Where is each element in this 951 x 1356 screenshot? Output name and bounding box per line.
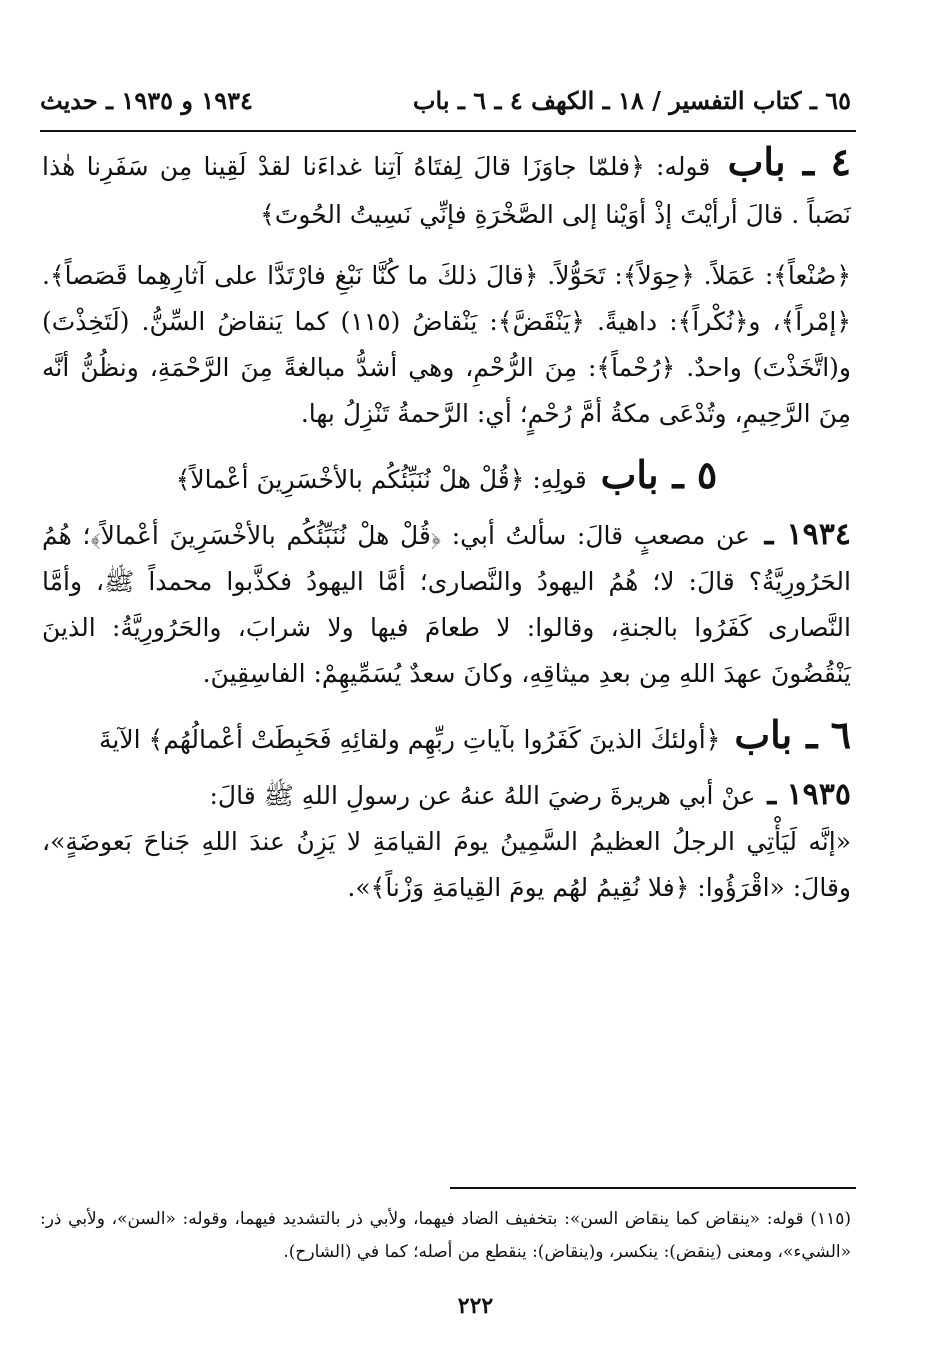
bab-number: ٥ ـ: [672, 452, 718, 497]
section-bab-5: [42, 451, 851, 504]
footnote: (١١٥) قوله: «ينقاض كما ينقاض السن»: بتخفيف الضاد فيهما، ولأبي ذر بالتشديد فيهما، وقوله: «السن»، ولأبي ذر: «الشيء»، ومعنى (ينقض): ينكسر، و(ينقاض): ينقطع من أصله؛ كما في (الشارح).: [40, 1209, 851, 1262]
header-hadith-range: ١٩٣٤ و ١٩٣٥ ـ حديث: [40, 86, 253, 115]
hadith-1935-intro: [42, 772, 851, 819]
hadith-intro: عنْ أبي هريرةَ رضيَ اللهُ عنهُ عن رسولِ اللهِ ﷺ قالَ:: [209, 781, 756, 810]
bab-number: ٤ ـ: [802, 139, 852, 184]
bab-title-line2: هٰذا نَصَباً . قالَ أرأيْتَ إذْ أوَيْنا إلى الصَّخْرَةِ فإنِّي نَسِيتُ الحُوتَ﴾: [42, 152, 851, 229]
hadith-1935-text: «إنَّه لَيَأْتِي الرجلُ العظيمُ السَّمِينُ يومَ القيامَةِ لا يَزِنُ عندَ اللهِ جَناحَ بَعوضَةٍ»، وقالَ: «اقْرَؤُوا: ﴿فلا نُقِيمُ لهُم يومَ القِيامَةِ وَزْناً﴾».: [42, 827, 851, 902]
bab-number: ٦ ـ: [806, 712, 851, 757]
hadith-text: عن مصعبٍ قالَ: سألتُ أبي: ﴿قُلْ هلْ نُنَبِّئُكُم بالأخْسَرِينَ أعْمالاً﴾؛ هُمُ الحَرُورِيَّةُ؟ قالَ: لا؛ هُمُ اليهودُ والنَّصارى؛ أمَّا اليهودُ فكذَّبوا محمداً ﷺ، وأمَّا النَّصارى كَفَرُوا بالجنةِ، وقالوا: لا طعامَ فيها ولا شرابَ، والحَرُورِيَّةُ: الذينَ يَنْقُضُونَ عهدَ اللهِ مِن بعدِ ميثاقِهِ، وكانَ سعدٌ يُسَمِّيهِمْ: الفاسِقِينَ.: [42, 521, 851, 688]
bab-label: باب: [734, 712, 793, 757]
hadith-1934: [42, 512, 851, 697]
section-bab-6: [42, 711, 851, 764]
footnote-divider: [450, 1187, 856, 1189]
page-number: ٢٢٢: [457, 1293, 494, 1319]
section-bab-4: [42, 138, 851, 239]
bab-label: باب: [600, 452, 659, 497]
bab-title: قولِهِ: ﴿قُلْ هلْ نُنَبِّئُكُم بالأخْسَرِينَ أعْمالاً﴾: [175, 465, 587, 494]
header-chapter-title: ٦٥ ـ كتاب التفسير / ١٨ ـ الكهف ٤ ـ ٦ ـ باب: [412, 86, 851, 115]
bab-title: ﴿أولئكَ الذينَ كَفَرُوا بآياتِ ربِّهِم ولقائِهِ فَحَبِطَتْ أعْمالُهُم﴾ الآيةَ: [99, 725, 721, 754]
bab-label: باب: [727, 139, 786, 184]
commentary-paragraph: ﴿صُنْعاً﴾: عَمَلاً. ﴿حِوَلاً﴾: تَحَوُّلاً. ﴿قالَ ذلكَ ما كُنَّا نَبْغِ فارْتَدَّا على آثارِهِما قَصَصاً﴾. ﴿إمْراً﴾، و﴿نُكْراً﴾: داهيةً. ﴿يَنْقَضَّ﴾: يَنْقاضُ (١١٥) كما يَنقاضُ السِّنُّ. (لَتَخِذْتَ) و(اتَّخَذْتَ) واحدٌ. ﴿رُحْماً﴾: مِنَ الرُّحْمِ، وهي أشدُّ مبالغةً مِنَ الرَّحْمَةِ، ونظُنُّ أنَّه مِنَ الرَّحِيمِ، وتُدْعَى مكةُ أمَّ رُحْمٍ؛ أي: الرَّحمةُ تَنْزِلُ بها.: [42, 261, 851, 428]
hadith-number: ١٩٣٤ ـ: [764, 517, 851, 552]
main-text: [42, 138, 851, 911]
bab-title-line1: قوله: ﴿فلمّا جاوَزَا قالَ لِفتَاهُ آتِنا غداءَنا لقدْ لَقِينا مِن سَفَرِنا: [86, 152, 711, 181]
hadith-number: ١٩٣٥ ـ: [767, 777, 851, 812]
header-divider: [40, 130, 856, 132]
running-header: [40, 86, 851, 126]
